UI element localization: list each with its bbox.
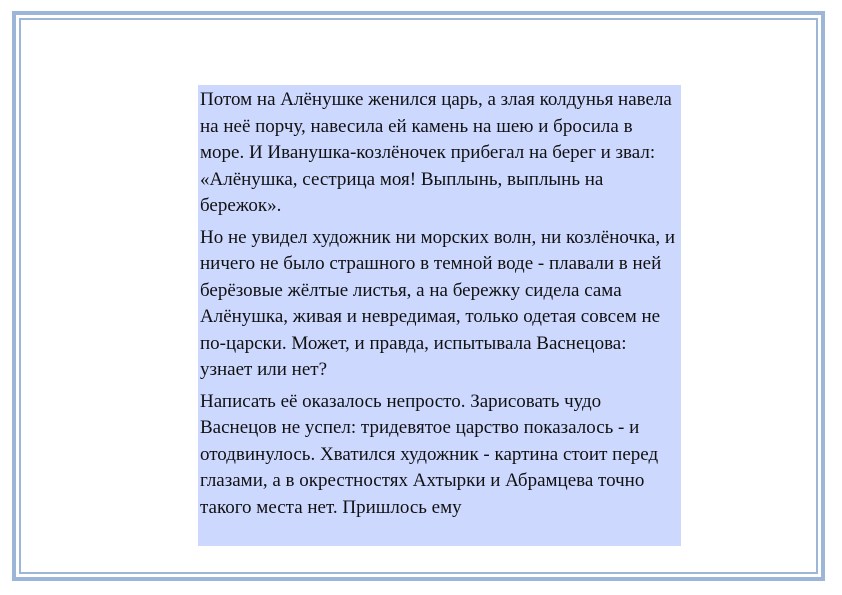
paragraph-2: Но не увидел художник ни морских волн, ни козлёночка, и ничего не было страшного в темной воде - плавали в ней берёзовые жёлтые листья, а на бережку сидела сама Алёнушка, живая и невредимая, только одетая совсем не по-царски. Может, и правда, испытывала Васнецова: узнает или нет? [200, 226, 675, 380]
text-box [198, 85, 681, 546]
paragraph-1: Потом на Алёнушке женился царь, а злая колдунья навела на неё порчу, навесила ей камень на шею и бросила в море. И Иванушка-козлёночек прибегал на берег и звал: «Алёнушка, сестрица моя! Выплынь, выплынь на бережок». [200, 89, 672, 216]
paragraph-3: Написать её оказалось непросто. Зарисовать чудо Васнецов не успел: тридевятое царство показалось - и отодвинулось. Хватился художник - картина стоит перед глазами, а в окрестностях Ахтырки и Абрамцева точно такого места нет. Пришлось ему [200, 390, 659, 518]
